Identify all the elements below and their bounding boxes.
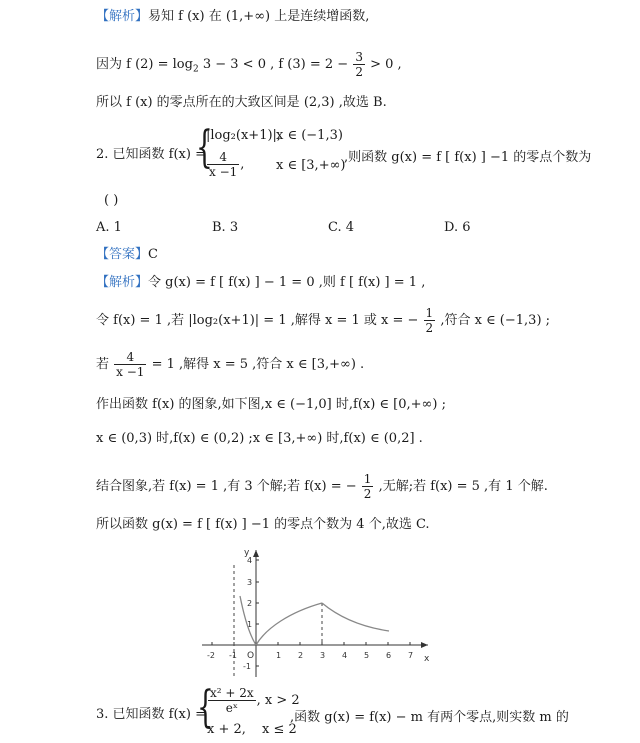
frac-den: 2 — [355, 65, 363, 79]
analysis1-text1: 易知 f (x) 在 (1,+∞) 上是连续增函数, — [148, 9, 370, 24]
analysis2-line2 — [96, 306, 550, 335]
x-axis-arrow — [421, 642, 428, 648]
q3-piece1-cond: , x > 2 — [256, 693, 300, 708]
y-tick-label: 2 — [247, 599, 253, 608]
analysis2-s6-b: ,无解;若 f(x) = 5 ,有 1 个解. — [378, 479, 548, 494]
log-base: 2 — [192, 64, 199, 75]
answer-line — [96, 246, 158, 264]
q2-lead: 2. 已知函数 f(x) = — [96, 147, 206, 162]
frac-num: 3 — [355, 50, 363, 64]
frac-num: 4 — [114, 350, 146, 365]
q2-piece2-frac — [206, 150, 244, 179]
analysis2-s3-b: = 1 ,解得 x = 5 ,符合 x ∈ [3,+∞) . — [151, 357, 365, 372]
analysis1-line3: 所以 f (x) 的零点所在的大致区间是 (2,3) ,故选 B. — [96, 95, 387, 110]
q3-tail: ,函数 g(x) = f(x) − m 有两个零点,则实数 m 的 — [290, 710, 569, 725]
origin-label: O — [247, 651, 255, 661]
analysis2-line6 — [96, 472, 548, 501]
analysis2-line1 — [96, 274, 425, 292]
choice-a: A. 1 — [96, 220, 122, 235]
analysis-tag: 【解析】 — [96, 275, 149, 290]
frac-num: 1 — [425, 306, 434, 320]
frac-den: 2 — [363, 487, 372, 501]
choice-c: C. 4 — [328, 220, 355, 235]
analysis2-s3-a: 若 — [96, 357, 110, 372]
q3-piece1-frac — [207, 686, 300, 715]
curve-middle-branch — [256, 603, 322, 645]
fraction-3-2 — [353, 50, 365, 79]
x-tick-label: 3 — [320, 651, 326, 660]
analysis2-s2-a: 令 f(x) = 1 ,若 |log₂(x+1)| = 1 ,解得 x = 1 或 x = − — [96, 313, 419, 328]
analysis2-line5: x ∈ (0,3) 时,f(x) ∈ (0,2) ;x ∈ [3,+∞) 时,f(x) ∈ (0,2] . — [96, 431, 423, 446]
q2-piece1-expr: |log₂(x+1)|, — [206, 128, 282, 143]
frac-num: x² + 2x — [210, 686, 254, 700]
q2-piece2-cond: x ∈ [3,+∞) — [276, 158, 346, 173]
x-tick-label: -2 — [207, 651, 215, 660]
analysis-tag: 【解析】 — [96, 9, 149, 24]
analysis1-l2-c: > 0 , — [370, 57, 402, 72]
x-tick-label: 7 — [408, 651, 414, 660]
frac-den: x −1 — [209, 165, 238, 179]
q2-piece1-cond: x ∈ (−1,3) — [276, 128, 343, 143]
q2-brace: { — [196, 122, 213, 173]
comma: , — [240, 157, 245, 172]
analysis2-line3 — [96, 350, 364, 379]
y-ticks — [243, 556, 259, 671]
y-tick-label: 4 — [247, 556, 253, 565]
analysis1-l2-a: 因为 f (2) = log — [96, 57, 193, 72]
analysis2-s1: 令 g(x) = f [ f(x) ] − 1 = 0 ,则 f [ f(x) ] = 1 , — [148, 275, 426, 290]
x-tick-label: 6 — [386, 651, 392, 660]
analysis2-s6-a: 结合图象,若 f(x) = 1 ,有 3 个解;若 f(x) = − — [96, 479, 357, 494]
y-axis-arrow — [253, 550, 259, 557]
x-tick-label: 2 — [298, 651, 304, 660]
frac-num: 1 — [363, 472, 372, 486]
answer-value: C — [148, 247, 158, 262]
x-tick-label: -1 — [229, 651, 237, 660]
analysis1-line2 — [96, 50, 402, 79]
q3-piece2-expr: x + 2, — [207, 722, 246, 737]
x-axis-label: x — [424, 654, 430, 664]
analysis2-s2-b: ,符合 x ∈ (−1,3) ; — [440, 313, 551, 328]
frac-den: eˣ — [225, 701, 238, 715]
q2-paren: ( ) — [104, 193, 119, 208]
q3-brace: { — [197, 682, 214, 733]
q3-lead: 3. 已知函数 f(x) = — [96, 707, 206, 722]
x-tick-label: 4 — [342, 651, 348, 660]
y-tick-label: 3 — [247, 578, 253, 587]
choice-d: D. 6 — [444, 220, 471, 235]
analysis2-line4: 作出函数 f(x) 的图象,如下图,x ∈ (−1,0] 时,f(x) ∈ [0,+∞) ; — [96, 397, 446, 412]
answer-tag: 【答案】 — [96, 247, 149, 262]
curve-right-branch — [322, 603, 389, 631]
x-tick-label: 5 — [364, 651, 370, 660]
curve-left-branch — [240, 596, 256, 645]
y-axis-label: y — [244, 548, 250, 558]
analysis1-line1 — [96, 8, 369, 26]
choice-b: B. 3 — [212, 220, 239, 235]
y-tick-label: -1 — [243, 662, 251, 671]
analysis1-l2-b: 3 − 3 < 0 , f (3) = 2 − — [198, 57, 349, 72]
y-tick-label: 1 — [247, 620, 253, 629]
x-ticks — [207, 642, 413, 660]
analysis2-line7: 所以函数 g(x) = f [ f(x) ] −1 的零点个数为 4 个,故选 C. — [96, 517, 430, 532]
frac-den: 2 — [425, 321, 434, 335]
x-tick-label: 1 — [276, 651, 282, 660]
q2-tail: ,则函数 g(x) = f [ f(x) ] −1 的零点个数为 — [344, 150, 592, 165]
frac-num: 4 — [207, 150, 239, 165]
q3-piece2-cond: x ≤ 2 — [262, 722, 297, 737]
frac-den: x −1 — [116, 365, 145, 379]
